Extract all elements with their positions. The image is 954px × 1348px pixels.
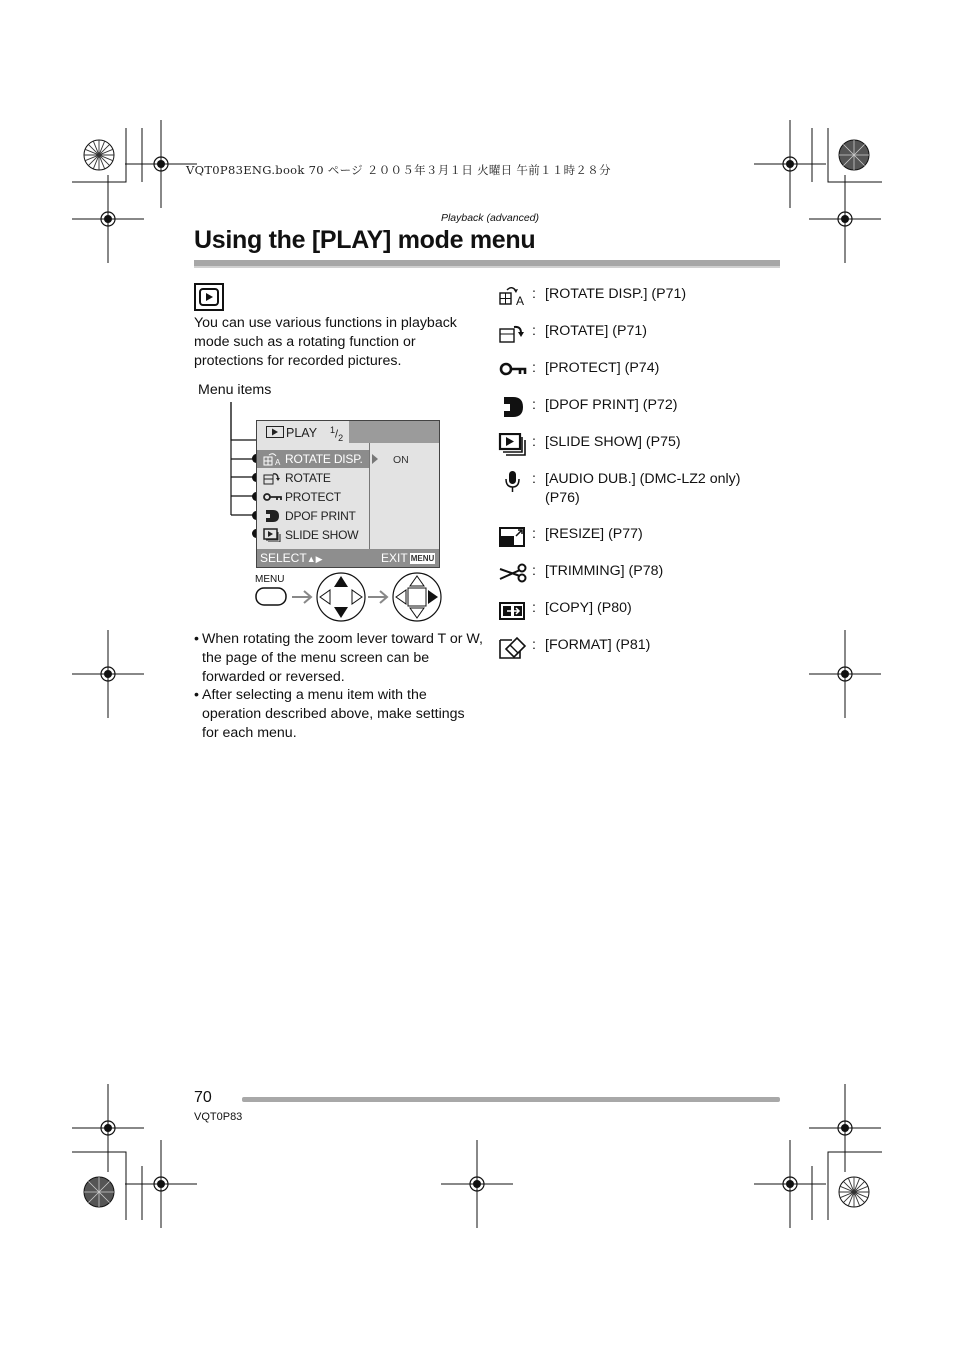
select-arrows-icon: ▲▶ xyxy=(306,554,323,564)
file-info-header: VQT0P83ENG.book 70 ページ ２００５年３月１日 火曜日 午前１１時２８分 xyxy=(186,163,611,177)
arrow-right-icon xyxy=(368,591,387,603)
dpof-icon xyxy=(263,509,283,523)
screen-divider xyxy=(369,443,370,549)
colon: : xyxy=(532,600,536,616)
format-icon xyxy=(498,636,528,660)
playback-mode-icon xyxy=(194,283,224,311)
svg-text:A: A xyxy=(516,294,525,308)
menu-items-label: Menu items xyxy=(198,382,272,398)
colon: : xyxy=(532,397,536,413)
colon: : xyxy=(532,526,536,542)
intro-text: You can use various functions in playback mode such as a rotating function or protections for recorded pictures. xyxy=(194,315,457,369)
colon: : xyxy=(532,360,536,376)
colon: : xyxy=(532,471,536,487)
slideshow-icon xyxy=(263,528,283,542)
key-icon xyxy=(263,490,283,504)
page-number: 70 xyxy=(194,1089,212,1106)
function-label: [ROTATE DISP.] (P71) xyxy=(545,286,687,302)
play-icon xyxy=(266,426,284,438)
footer-rule xyxy=(242,1097,780,1102)
rotate-disp-icon xyxy=(498,285,528,309)
menu-row-rotate[interactable] xyxy=(257,469,370,487)
select-hint: SELECT▲▶ xyxy=(260,551,323,565)
setting-value: ON xyxy=(393,454,409,466)
note-item: • After selecting a menu item with the operation described above, make settings for each menu. xyxy=(194,686,484,742)
model-code: VQT0P83 xyxy=(194,1111,243,1123)
rotate-icon xyxy=(498,322,528,346)
menu-row-slideshow[interactable] xyxy=(257,526,370,544)
section-label: Playback (advanced) xyxy=(440,212,539,224)
page-title: Using the [PLAY] mode menu xyxy=(194,226,536,254)
function-label: [DPOF PRINT] (P72) xyxy=(545,397,678,413)
colon: : xyxy=(532,563,536,579)
menu-row-rotate-disp[interactable] xyxy=(257,450,370,468)
menu-row-protect[interactable] xyxy=(257,488,370,506)
function-label: [PROTECT] (P74) xyxy=(545,360,660,376)
function-label: [ROTATE] (P71) xyxy=(545,323,647,339)
title-rule xyxy=(194,260,780,268)
function-label: [COPY] (P80) xyxy=(545,600,632,616)
button-sequence-diagram xyxy=(254,572,444,624)
screen-header xyxy=(257,421,439,443)
menu-button xyxy=(256,588,286,605)
notes-list xyxy=(194,630,484,743)
dpof-icon xyxy=(498,396,528,420)
function-label: [TRIMMING] (P78) xyxy=(545,563,664,579)
menu-row-label: DPOF PRINT xyxy=(285,509,356,523)
submenu-arrow-icon xyxy=(372,454,378,464)
exit-hint: EXIT xyxy=(381,551,408,565)
rotate-icon xyxy=(263,471,283,485)
svg-text:A: A xyxy=(275,458,281,466)
copy-icon xyxy=(498,599,528,623)
function-label: [FORMAT] (P81) xyxy=(545,637,651,653)
scissors-icon xyxy=(498,562,528,586)
cursor-pad-up-down xyxy=(317,573,365,621)
colon: : xyxy=(532,434,536,450)
colon: : xyxy=(532,323,536,339)
menu-row-label: PROTECT xyxy=(285,490,341,504)
screen-title: PLAY xyxy=(286,426,318,440)
menu-button-label: MENU xyxy=(255,574,285,585)
colon: : xyxy=(532,286,536,302)
note-item: • When rotating the zoom lever toward T or W, the page of the menu screen can be forwarded or reversed. xyxy=(194,630,484,686)
menu-row-label: ROTATE xyxy=(285,471,331,485)
screen-footer xyxy=(257,549,439,567)
slideshow-icon xyxy=(498,433,528,457)
menu-row-label: ROTATE DISP. xyxy=(285,452,363,466)
microphone-icon xyxy=(498,470,528,494)
resize-icon xyxy=(498,525,528,549)
key-icon xyxy=(498,359,528,383)
menu-chip: MENU xyxy=(410,554,435,563)
function-label: [RESIZE] (P77) xyxy=(545,526,643,542)
play-menu-screen xyxy=(256,420,440,568)
menu-row-dpof[interactable] xyxy=(257,507,370,525)
screen-page-indicator: $^1/_2$ xyxy=(330,425,344,443)
colon: : xyxy=(532,637,536,653)
rotate-disp-icon xyxy=(263,452,283,466)
menu-row-label: SLIDE SHOW xyxy=(285,528,359,542)
arrow-right-icon xyxy=(292,591,311,603)
cursor-pad-right xyxy=(393,573,441,621)
function-label: [SLIDE SHOW] (P75) xyxy=(545,434,681,450)
function-label: [AUDIO DUB.] (DMC-LZ2 only) (P76) xyxy=(545,471,741,506)
